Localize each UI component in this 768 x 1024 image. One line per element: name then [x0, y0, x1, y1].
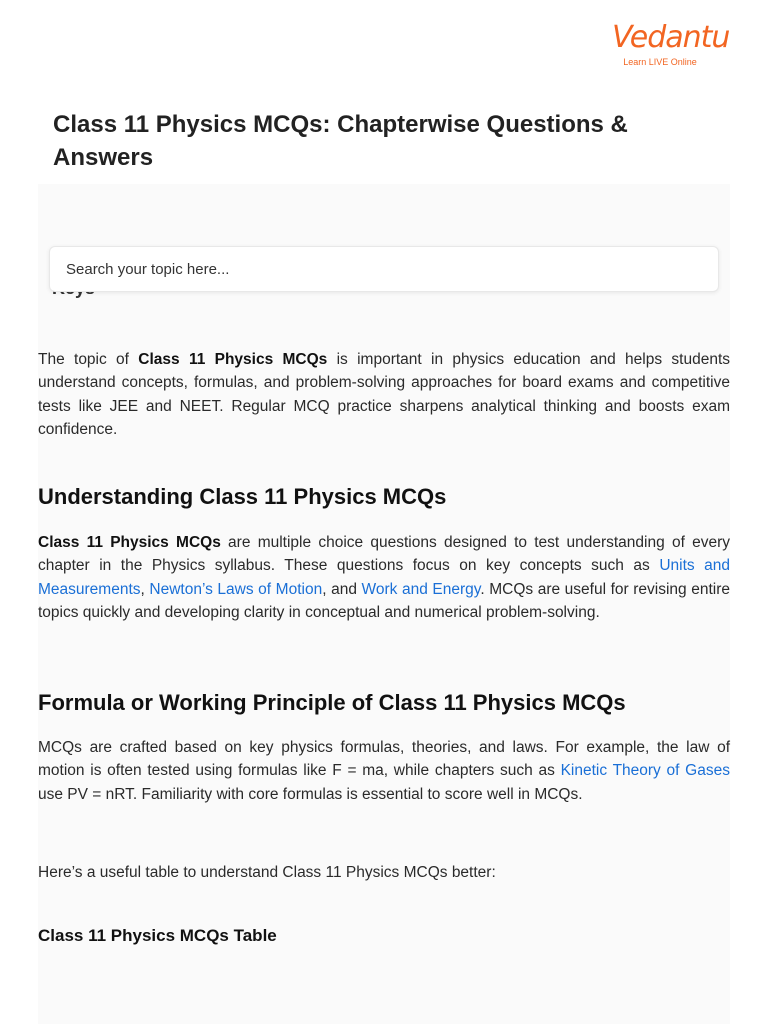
formula-paragraph — [38, 736, 730, 806]
intro-bold-term: Class 11 Physics MCQs — [138, 351, 328, 368]
link-units-and-measurements[interactable]: Units and Measurements — [38, 557, 730, 598]
understanding-separator-2: , and — [322, 580, 362, 598]
formula-text-2: use PV = nRT. Familiarity with core formulas is essential to score well in MCQs. — [38, 785, 583, 803]
formula-text-1: MCQs are crafted based on key physics formulas, theories, and laws. For example, the law of motion is often tested using formulas like F = ma, while chapters such as — [38, 739, 730, 780]
understanding-text-1: are multiple choice questions designed to test understanding of every chapter in the Physics syllabus. These questions focus on key concepts such as — [38, 534, 731, 575]
understanding-heading: Understanding Class 11 Physics MCQs — [38, 484, 447, 509]
search-box[interactable] — [49, 246, 719, 292]
formula-heading: Formula or Working Principle of Class 11 Physics MCQs — [38, 690, 626, 715]
understanding-separator-1: , — [140, 580, 150, 598]
understanding-bold-term: Class 11 Physics MCQs — [38, 534, 221, 551]
link-newtons-laws-of-motion[interactable]: Newton’s Laws of Motion — [149, 580, 323, 598]
understanding-text-2: . MCQs are useful for revising entire topics quickly and developing clarity in conceptual and numerical problem-solving. — [38, 580, 731, 621]
intro-text-end: is important in physics education and helps students understand concepts, formulas, and problem-solving approaches for board exams and competitive tests like JEE and NEET. Regular MCQ practice sharpens analytical thinking and boosts exam confidence. — [38, 351, 730, 438]
link-work-and-energy[interactable]: Work and Energy — [361, 580, 481, 598]
page-title: Class 11 Physics MCQs: Chapterwise Questions & Answers — [53, 111, 628, 171]
logo-tagline: Learn LIVE Online — [623, 57, 697, 67]
intro-text-start: The topic of — [38, 351, 139, 368]
understanding-paragraph — [38, 531, 730, 624]
search-input[interactable] — [50, 247, 718, 291]
vedantu-logo[interactable] — [612, 20, 730, 72]
logo-wordmark: Vedantu — [612, 20, 730, 55]
table-intro-text: Here’s a useful table to understand Class 11 Physics MCQs better: — [38, 864, 496, 881]
intro-paragraph — [38, 348, 730, 441]
link-kinetic-theory-of-gases[interactable]: Kinetic Theory of Gases — [560, 762, 730, 780]
table-heading: Class 11 Physics MCQs Table — [38, 926, 277, 945]
